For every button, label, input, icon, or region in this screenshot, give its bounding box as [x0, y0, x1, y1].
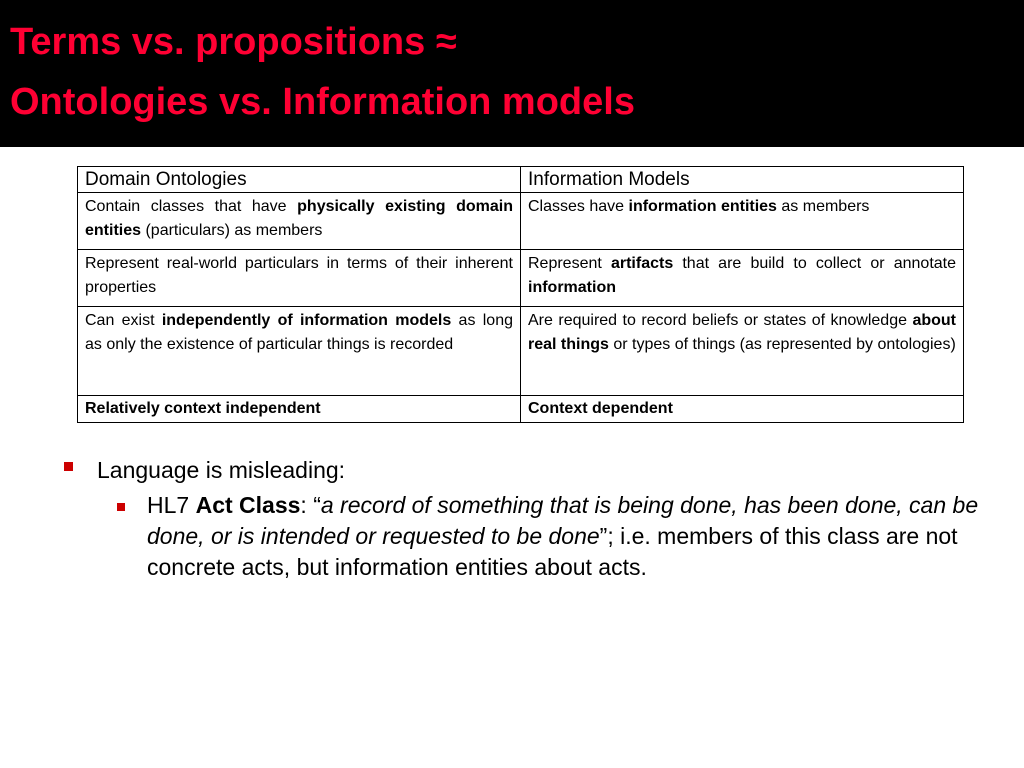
cell-infomodel-context: Context dependent: [521, 396, 964, 423]
table-row: [78, 307, 964, 396]
slide-title-line-1: Terms vs. propositions ≈: [10, 21, 457, 63]
table-row: [78, 250, 964, 307]
cell-infomodel-required: Are required to record beliefs or states of knowledge about real things or types of things (as represented by ontologies): [521, 307, 964, 396]
cell-ontology-independence: Can exist independently of information models as long as only the existence of particular things is recorded: [78, 307, 521, 396]
cell-infomodel-represent: Represent artifacts that are build to collect or annotate information: [521, 250, 964, 307]
cell-ontology-members: Contain classes that have physically existing domain entities (particulars) as members: [78, 193, 521, 250]
table-header-row: [78, 167, 964, 193]
cell-infomodel-members: Classes have information entities as members: [521, 193, 964, 250]
header-domain-ontologies: Domain Ontologies: [78, 167, 521, 193]
header-information-models: Information Models: [521, 167, 964, 193]
table-row: [78, 193, 964, 250]
cell-ontology-context: Relatively context independent: [78, 396, 521, 423]
title-bar: [0, 0, 1024, 147]
sub-bullet-marker-icon: [117, 503, 125, 511]
table-row: [78, 396, 964, 423]
cell-ontology-represent: Represent real-world particulars in terms of their inherent properties: [78, 250, 521, 307]
bullet-level-2: HL7 Act Class: “a record of something that is being done, has been done, can be done, or is intended or requested to be done”; i.e. members of this class are not concrete acts, but information entities about acts.: [147, 492, 979, 580]
bullet-marker-icon: [64, 462, 73, 471]
comparison-table: [77, 166, 964, 423]
slide-title-line-2: Ontologies vs. Information models: [10, 81, 635, 123]
bullet-level-1: Language is misleading:: [97, 457, 346, 483]
